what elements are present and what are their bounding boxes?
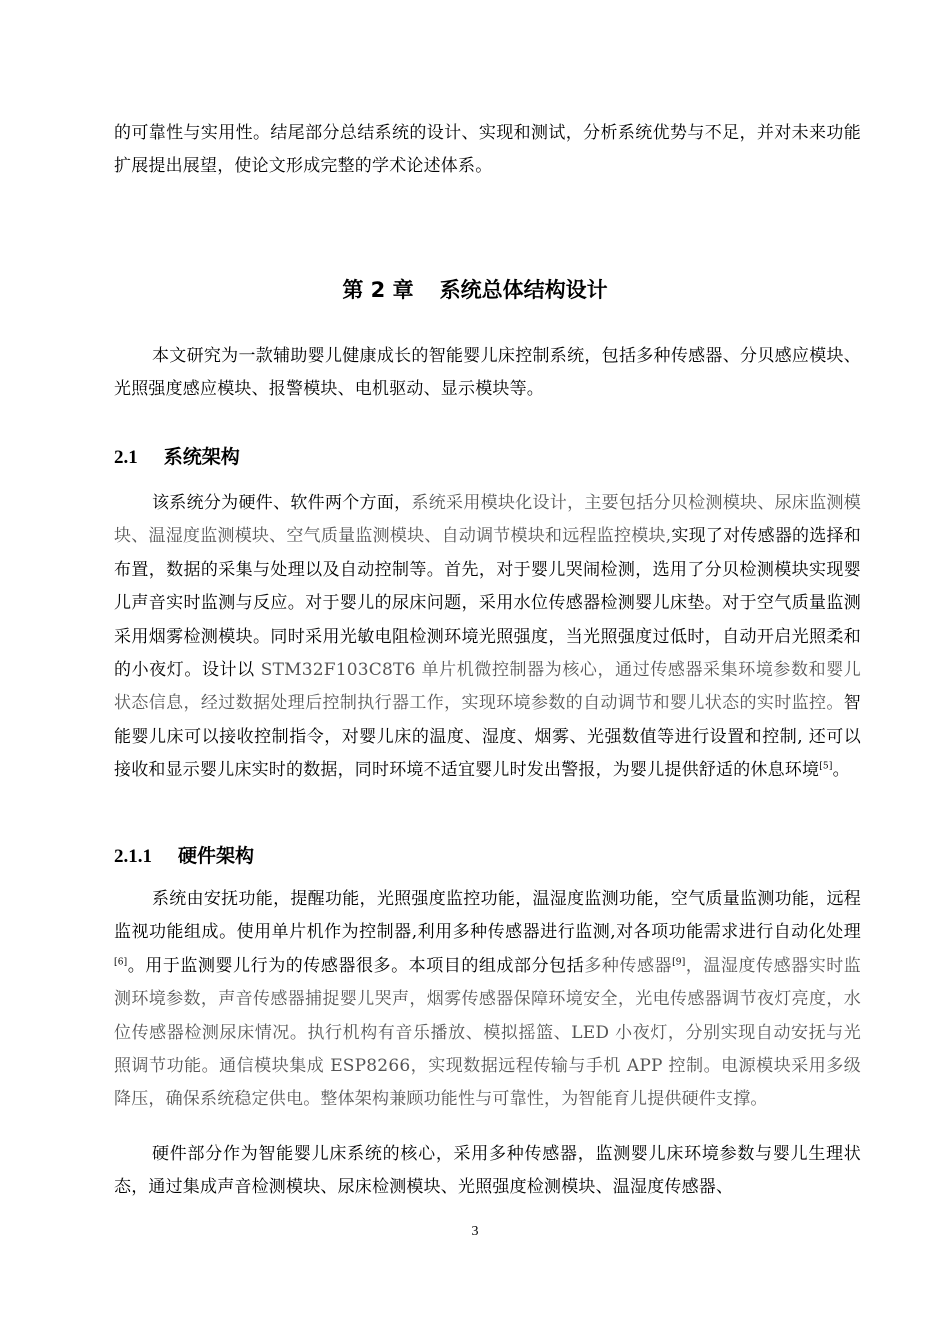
hw-text-d: ，温湿度传感器实时监测环境参数，声音传感器捕捉婴儿哭声，烟雾传感器保障环境安全，光电传感器调节夜灯亮度，水位传感器检测尿床情况。执行机构有音乐播放、模拟摇篮、LED 小夜灯，分别实现自动安抚与光照调节功能。通信模块集成 ESP8266，实现数据远程传输与手机 APP 控制。电源模块采用多级降压，确保系统稳定供电。整体架构兼顾功能性与可靠性，为智能育儿提供硬件支撑。 [114, 955, 862, 1110]
subsection-number: 2.1.1 [114, 846, 152, 867]
paragraph-hardware-architecture [114, 883, 861, 1117]
arch-text-e: 智能婴儿床可以接收控制指令，对婴儿床的温度、湿度、烟雾、光强数值等进行设置和控制, 还可以接收和显示婴儿床实时的数据，同时环境不适宜婴儿时发出警报，为婴儿提供舒适的休息环境 [114, 693, 861, 781]
citation-ref: [9] [672, 957, 686, 968]
hw-text-a: 系统由安抚功能，提醒功能，光照强度监控功能，温湿度监测功能，空气质量监测功能，远程监视功能组成。使用单片机作为控制器,利用多种传感器进行监测,对各项功能需求进行自动化处理 [114, 889, 861, 943]
chapter-number: 第 2 章 [342, 278, 414, 302]
paragraph-intro-tail: 的可靠性与实用性。结尾部分总结系统的设计、实现和测试，分析系统优势与不足，并对未来功能扩展提出展望，使论文形成完整的学术论述体系。 [114, 123, 861, 177]
hw-text-c: 多种传感器 [584, 955, 673, 976]
subsection-heading [114, 840, 254, 873]
arch-text-a: 该系统分为硬件、软件两个方面， [152, 493, 412, 513]
citation-ref: [6] [114, 957, 128, 968]
arch-text-b: 系统采用模块化设计，主要包括分贝检测模块、尿床监测模块、温湿度监测模块、空气质量监测模块、自动调节模块和远程监控模块, [114, 493, 862, 547]
paragraph-chapter-intro: 本文研究为一款辅助婴儿健康成长的智能婴儿床控制系统，包括多种传感器、分贝感应模块、光照强度感应模块、报警模块、电机驱动、显示模块等。 [114, 346, 861, 400]
citation-ref: [5] [819, 761, 833, 772]
paragraph-hardware-core: 硬件部分作为智能婴儿床系统的核心，采用多种传感器，监测婴儿床环境参数与婴儿生理状态，通过集成声音检测模块、尿床检测模块、光照强度检测模块、温湿度传感器、 [114, 1144, 861, 1198]
paragraph-system-architecture [114, 487, 861, 788]
section-title: 系统架构 [163, 446, 240, 468]
arch-text-end: 。 [832, 760, 850, 781]
arch-text-d: STM32F103C8T6 单片机微控制器为核心，通过传感器采集环境参数和婴儿状态信息，经过数据处理后控制执行器工作，实现环境参数的自动调节和婴儿状态的实时监控。 [114, 660, 861, 714]
section-heading [114, 441, 240, 474]
hw-text-b: 。用于监测婴儿行为的传感器很多。本项目的组成部分包括 [127, 955, 585, 976]
arch-text-c: 实现了对传感器的选择和布置，数据的采集与处理以及自动控制等。首先，对于婴儿哭闹检测，选用了分贝检测模块实现婴儿声音实时监测与反应。对于婴儿的尿床问题，采用水位传感器检测婴儿床垫。对于空气质量监测采用烟雾检测模块。同时采用光敏电阻检测环境光照强度，当光照强度过低时，自动开启光照柔和的小夜灯。设计以 [114, 526, 861, 681]
section-number: 2.1 [114, 447, 138, 468]
chapter-title: 系统总体结构设计 [439, 278, 608, 302]
subsection-title: 硬件架构 [178, 845, 255, 867]
chapter-heading [0, 273, 950, 307]
page-number: 3 [471, 1224, 479, 1239]
